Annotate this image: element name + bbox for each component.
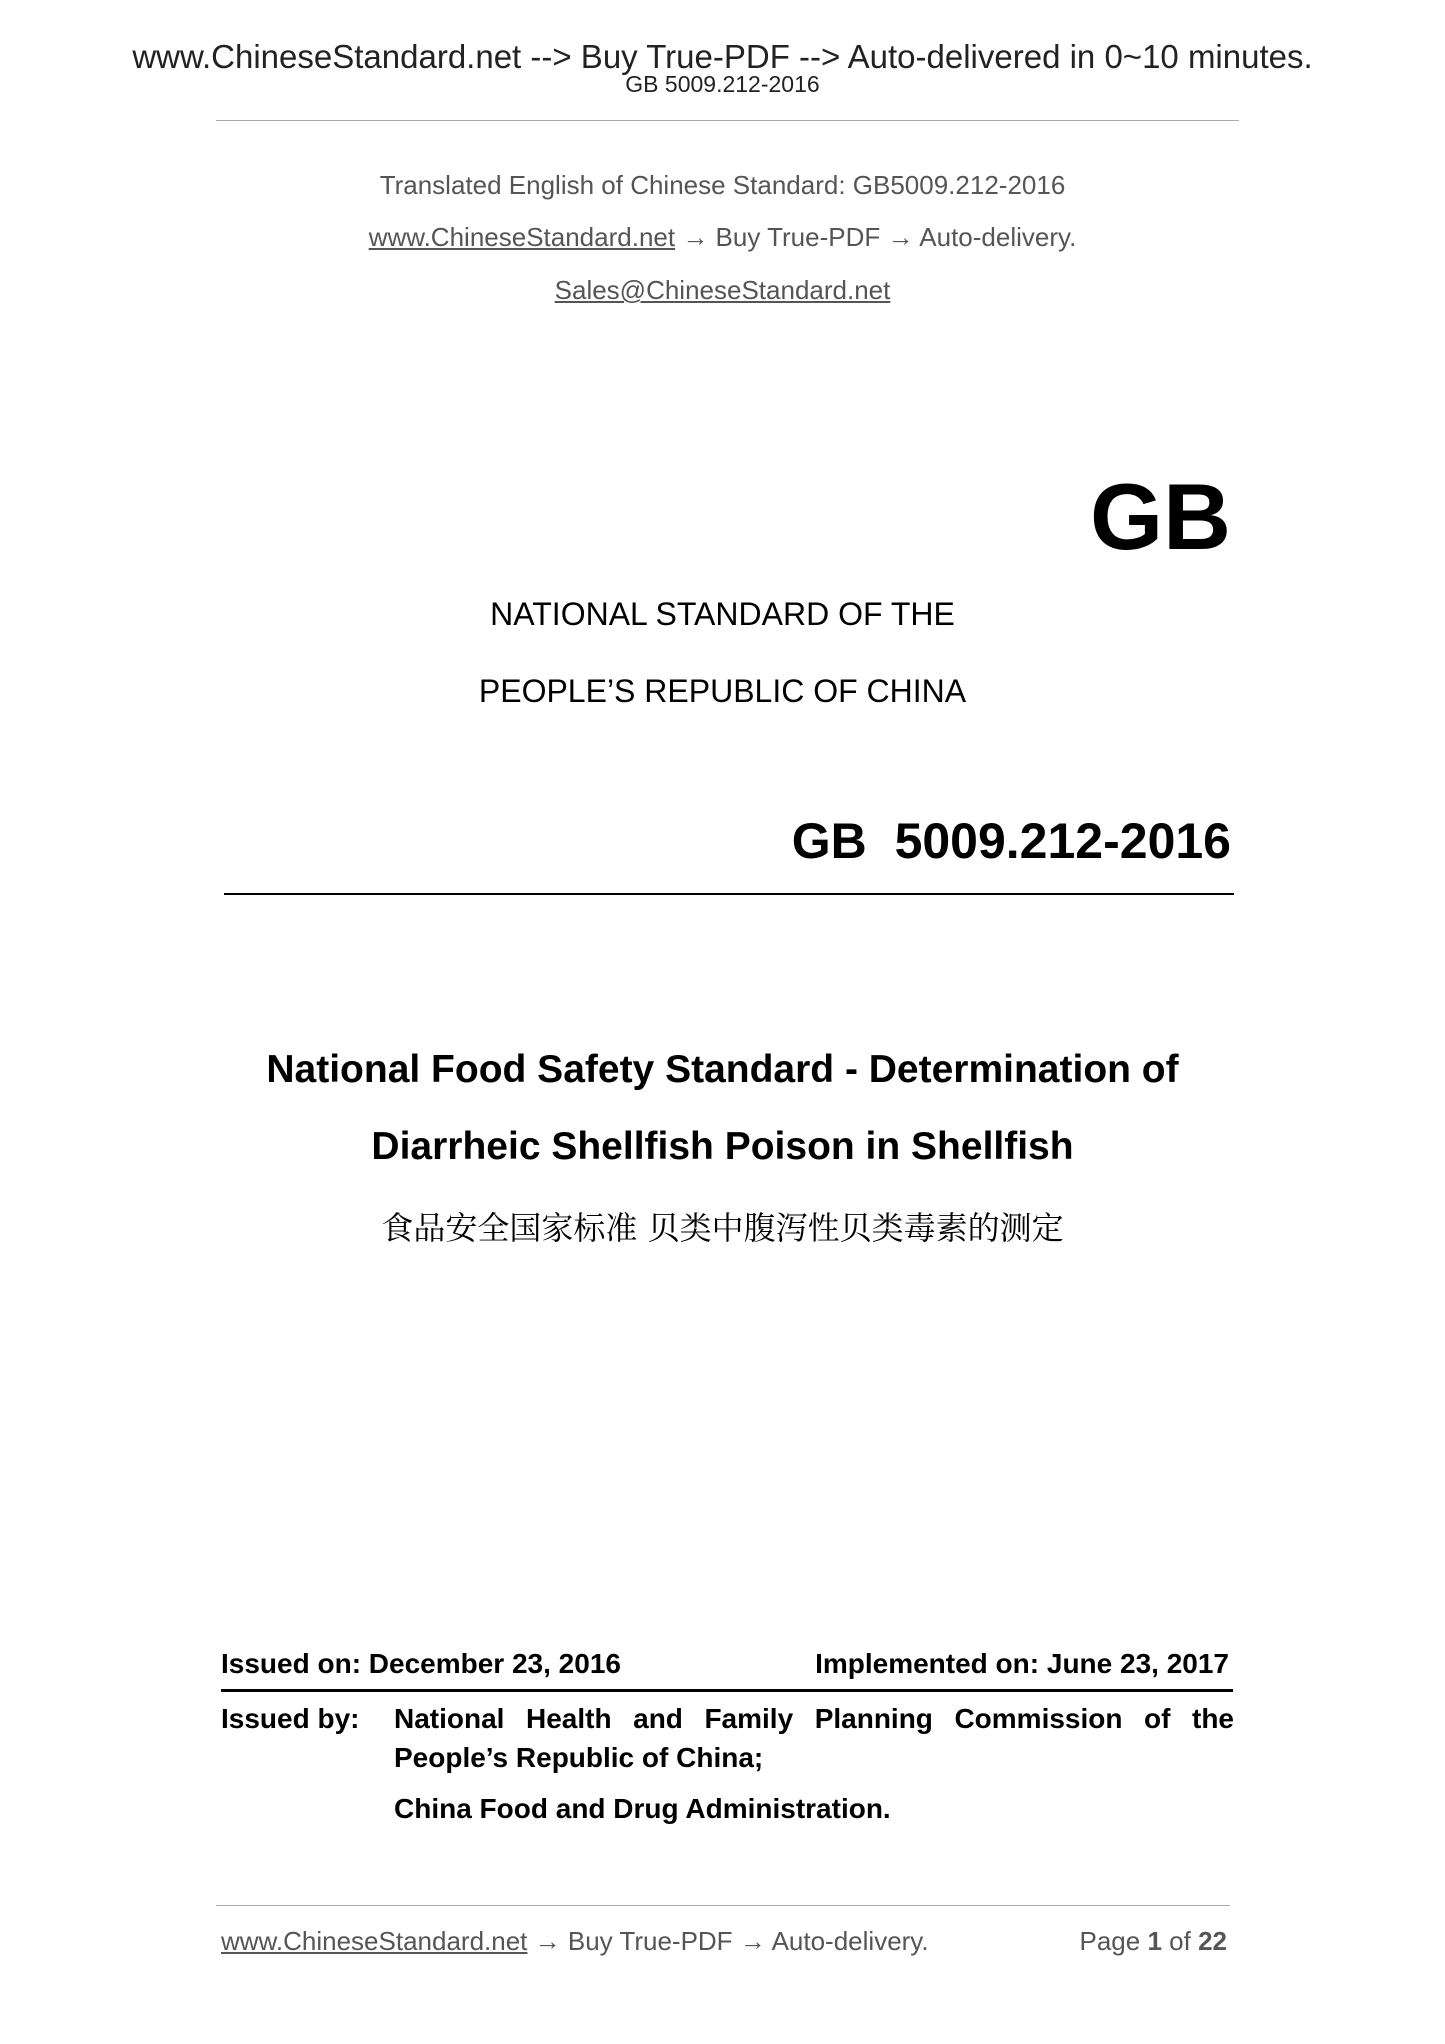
header-divider — [216, 120, 1239, 121]
document-title-line-2: Diarrheic Shellfish Poison in Shellfish — [371, 1125, 1074, 1168]
footer-divider — [216, 1905, 1230, 1906]
footer-site-link[interactable]: www.ChineseStandard.net — [221, 1926, 528, 1956]
page-label: Page — [1079, 1926, 1141, 1956]
implemented-on-date: Implemented on: June 23, 2017 — [815, 1648, 1229, 1679]
translated-line: Translated English of Chinese Standard: GB5009.212-2016 — [379, 170, 1066, 200]
national-standard-line-2: PEOPLE’S REPUBLIC OF CHINA — [478, 673, 967, 709]
purchase-link-text: → Buy True-PDF → Auto-delivery. — [675, 222, 1077, 252]
footer-link-line — [221, 1926, 929, 1957]
document-title-line-1: National Food Safety Standard - Determination of — [266, 1048, 1179, 1091]
issued-by-line-1: National Health and Family Planning Commission of the — [394, 1703, 1234, 1734]
site-link[interactable]: www.ChineseStandard.net — [368, 222, 676, 252]
email-link[interactable]: Sales@ChineseStandard.net — [554, 275, 891, 305]
national-standard-line-1: NATIONAL STANDARD OF THE — [490, 596, 955, 632]
document-title-chinese: 食品安全国家标准 贝类中腹泻性贝类毒素的测定 — [381, 1209, 1064, 1247]
issued-by-label: Issued by: — [221, 1703, 360, 1734]
page-of: of — [1169, 1926, 1191, 1956]
top-banner: www.ChineseStandard.net --> Buy True-PDF --> Auto-delivered in 0~10 minutes. — [132, 38, 1313, 75]
header-code: GB 5009.212-2016 — [625, 71, 820, 97]
title-divider — [224, 893, 1234, 895]
footer-link-text: → Buy True-PDF → Auto-delivery. — [527, 1926, 929, 1956]
issue-divider — [221, 1689, 1233, 1692]
standard-number: GB 5009.212-2016 — [791, 813, 1231, 869]
page-total: 22 — [1198, 1926, 1227, 1956]
gb-mark: GB — [1090, 464, 1231, 569]
issued-on-date: Issued on: December 23, 2016 — [221, 1648, 621, 1679]
purchase-link-line — [0, 222, 1445, 253]
issued-by-line-2: People’s Republic of China; — [394, 1742, 764, 1773]
email-line — [0, 275, 1445, 306]
page-current: 1 — [1147, 1926, 1162, 1956]
issued-by-line-3: China Food and Drug Administration. — [394, 1793, 891, 1824]
page-indicator — [1079, 1926, 1227, 1957]
